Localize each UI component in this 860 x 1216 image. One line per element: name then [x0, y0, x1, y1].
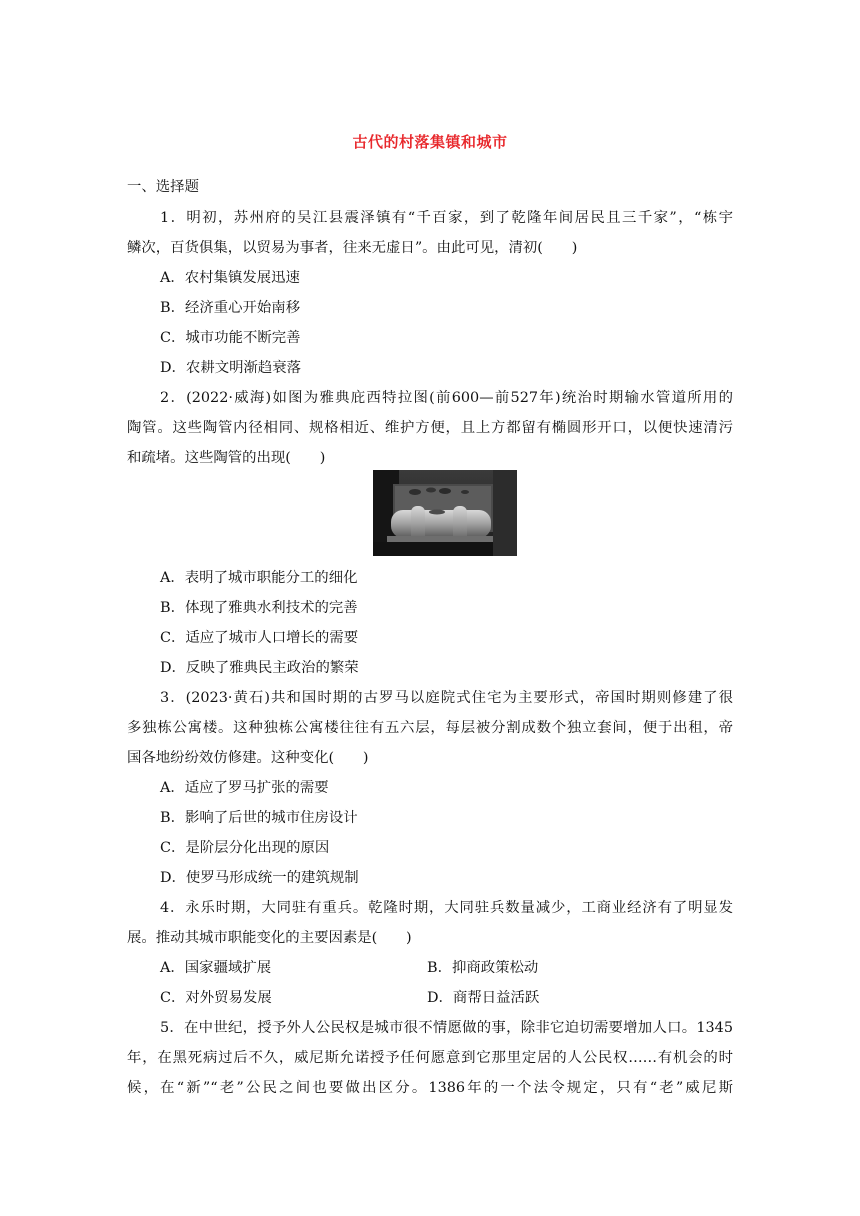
q4-option-a: A．国家疆域扩展	[160, 960, 272, 976]
q5-stem-line-1: 5．在中世纪，授予外人公民权是城市很不情愿做的事，除非它迫切需要增加人口。1345	[160, 1020, 733, 1036]
section-heading: 一、选择题	[127, 179, 199, 195]
clay-pipe-photo	[373, 470, 517, 556]
q4-option-c: C．对外贸易发展	[160, 990, 272, 1006]
q1-option-b: B．经济重心开始南移	[160, 300, 301, 316]
q3-option-c: C．是阶层分化出现的原因	[160, 840, 330, 856]
q1-stem-line-2: 鳞次，百货俱集，以贸易为事者，往来无虚日”。由此可见，清初( )	[127, 240, 578, 256]
q1-stem-line-1: 1．明初，苏州府的吴江县震泽镇有“千百家，到了乾隆年间居民且三千家”，“栋宇	[160, 210, 733, 226]
q3-option-b: B．影响了后世的城市住房设计	[160, 810, 358, 826]
q3-stem-line-3: 国各地纷纷效仿修建。这种变化( )	[127, 750, 369, 766]
q2-stem-line-2: 陶管。这些陶管内径相同、规格相近、维护方便，且上方都留有椭圆形开口，以便快速清污	[127, 420, 733, 436]
q2-option-d: D．反映了雅典民主政治的繁荣	[160, 660, 359, 676]
q2-option-c: C．适应了城市人口增长的需要	[160, 630, 359, 646]
q2-option-b: B．体现了雅典水利技术的完善	[160, 600, 358, 616]
q3-option-a: A．适应了罗马扩张的需要	[160, 780, 329, 796]
q2-stem-line-3: 和疏堵。这些陶管的出现( )	[127, 450, 326, 466]
q4-option-b: B．抑商政策松动	[427, 960, 539, 976]
q2-stem-line-1: 2．(2022·威海)如图为雅典庇西特拉图(前600—前527年)统治时期输水管道所用的	[160, 390, 733, 406]
q3-stem-line-1: 3．(2023·黄石)共和国时期的古罗马以庭院式住宅为主要形式，帝国时期则修建了很	[160, 690, 733, 706]
q5-stem-line-3: 候，在“新”“老”公民之间也要做出区分。1386年的一个法令规定，只有“老”威尼斯	[127, 1080, 733, 1096]
q3-stem-line-2: 多独栋公寓楼。这种独栋公寓楼往往有五六层，每层被分割成数个独立套间，便于出租，帝	[127, 720, 733, 736]
q5-stem-line-2: 年，在黑死病过后不久，威尼斯允诺授予任何愿意到它那里定居的人公民权……有机会的时	[127, 1050, 733, 1066]
q4-option-d: D．商帮日益活跃	[427, 990, 540, 1006]
q4-stem-line-1: 4．永乐时期，大同驻有重兵。乾隆时期，大同驻兵数量减少，工商业经济有了明显发	[160, 900, 733, 916]
q1-option-c: C．城市功能不断完善	[160, 330, 301, 346]
q3-option-d: D．使罗马形成统一的建筑规制	[160, 870, 359, 886]
q1-option-d: D．农耕文明渐趋衰落	[160, 360, 302, 376]
page-title: 古代的村落集镇和城市	[352, 133, 508, 151]
q1-option-a: A．农村集镇发展迅速	[160, 270, 300, 286]
q2-option-a: A．表明了城市职能分工的细化	[160, 570, 358, 586]
q4-stem-line-2: 展。推动其城市职能变化的主要因素是( )	[127, 930, 412, 946]
